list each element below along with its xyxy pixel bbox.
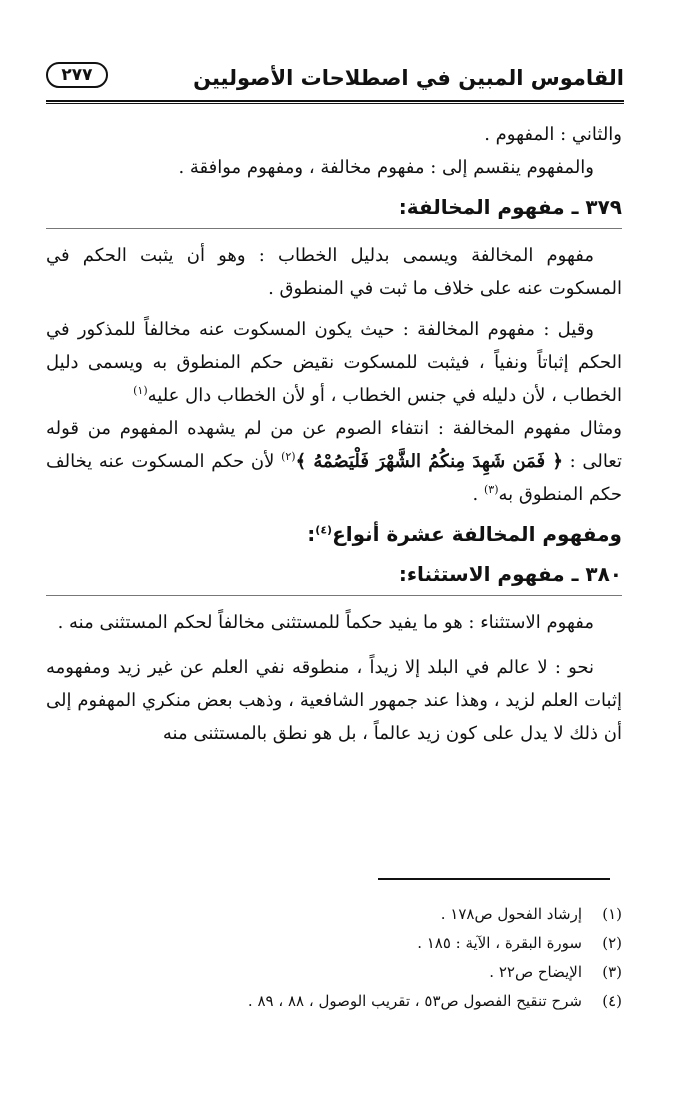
- section-heading-types: [46, 517, 622, 551]
- page-number: ٢٧٧: [46, 62, 108, 88]
- paragraph-text: لأن حكم المسكوت عنه يخالف حكم المنطوق به: [46, 451, 622, 505]
- paragraph: مفهوم الاستثناء : هو ما يفيد حكماً للمستثنى مخالفاً لحكم المستثنى منه .: [57, 612, 594, 633]
- footnote-ref[interactable]: (٣): [483, 483, 499, 496]
- body-line: والثاني : المفهوم .: [484, 124, 622, 145]
- page-body: [46, 118, 622, 750]
- footnote: [46, 987, 622, 1016]
- footnote-text: إرشاد الفحول ص١٧٨ .: [440, 905, 582, 923]
- paragraph: مفهوم المخالفة ويسمى بدليل الخطاب : وهو أن يثبت الحكم في المسكوت عنه على خلاف ما ثبت في المنطوق .: [46, 245, 622, 299]
- footnote-number: (٣): [602, 963, 622, 981]
- paragraph: [46, 412, 622, 511]
- footnote-text: شرح تنقيح الفصول ص٥٣ ، تقريب الوصول ، ٨٨ ، ٨٩ .: [247, 992, 582, 1010]
- footnote: [46, 958, 622, 987]
- body-line: والمفهوم ينقسم إلى : مفهوم مخالفة ، ومفهوم موافقة .: [178, 157, 594, 178]
- footnote-number: (٢): [602, 934, 622, 952]
- page-header: [46, 56, 624, 100]
- footnote: [46, 900, 622, 929]
- paragraph-text: وقيل : مفهوم المخالفة : حيث يكون المسكوت عنه مخالفاً للمذكور في الحكم إثباتاً ونفياً ، فيثبت للمسكوت نقيض حكم المنطوق به ويسمى دليل الخطاب ، لأن دليله في جنس الخطاب ، أو لأن الخطاب دال عليه: [46, 319, 622, 406]
- section-heading-380: ٣٨٠ ـ مفهوم الاستثناء:: [46, 557, 622, 596]
- quran-verse: ﴿ فَمَن شَهِدَ مِنكُمُ الشَّهْرَ فَلْيَصُمْهُ ﴾: [295, 451, 563, 472]
- footnote-separator: [378, 878, 610, 880]
- footnote-ref[interactable]: (٤): [315, 523, 333, 537]
- heading-text: ومفهوم المخالفة عشرة أنواع: [332, 522, 622, 546]
- footnotes: [46, 900, 622, 1016]
- paragraph-text: ومثال مفهوم المخالفة : انتفاء الصوم عن من لم يشهده المفهوم من قوله تعالى :: [46, 418, 622, 472]
- footnote-text: الإيضاح ص٢٢ .: [489, 963, 582, 981]
- heading-text: :: [307, 522, 316, 546]
- paragraph: [46, 313, 622, 412]
- footnote-ref[interactable]: (٢): [281, 450, 296, 463]
- footnote-number: (١): [602, 905, 622, 923]
- paragraph-text: .: [472, 484, 484, 505]
- header-rule: [46, 100, 624, 104]
- paragraph: نحو : لا عالم في البلد إلا زيداً ، منطوقه نفي العلم عن غير زيد ومفهومه إثبات العلم لزيد ، وهذا عند جمهور الشافعية ، وذهب بعض منكري المهفوم إلى أن ذلك لا يدل على كون زيد عالماً ، بل هو نطق بالمستثنى منه: [46, 657, 622, 744]
- running-head-title: القاموس المبين في اصطلاحات الأصوليين: [193, 66, 624, 90]
- footnote: [46, 929, 622, 958]
- footnote-text: سورة البقرة ، الآية : ١٨٥ .: [417, 934, 582, 952]
- section-heading-379: ٣٧٩ ـ مفهوم المخالفة:: [46, 190, 622, 229]
- footnote-ref[interactable]: (١): [133, 384, 148, 397]
- footnote-number: (٤): [602, 992, 622, 1010]
